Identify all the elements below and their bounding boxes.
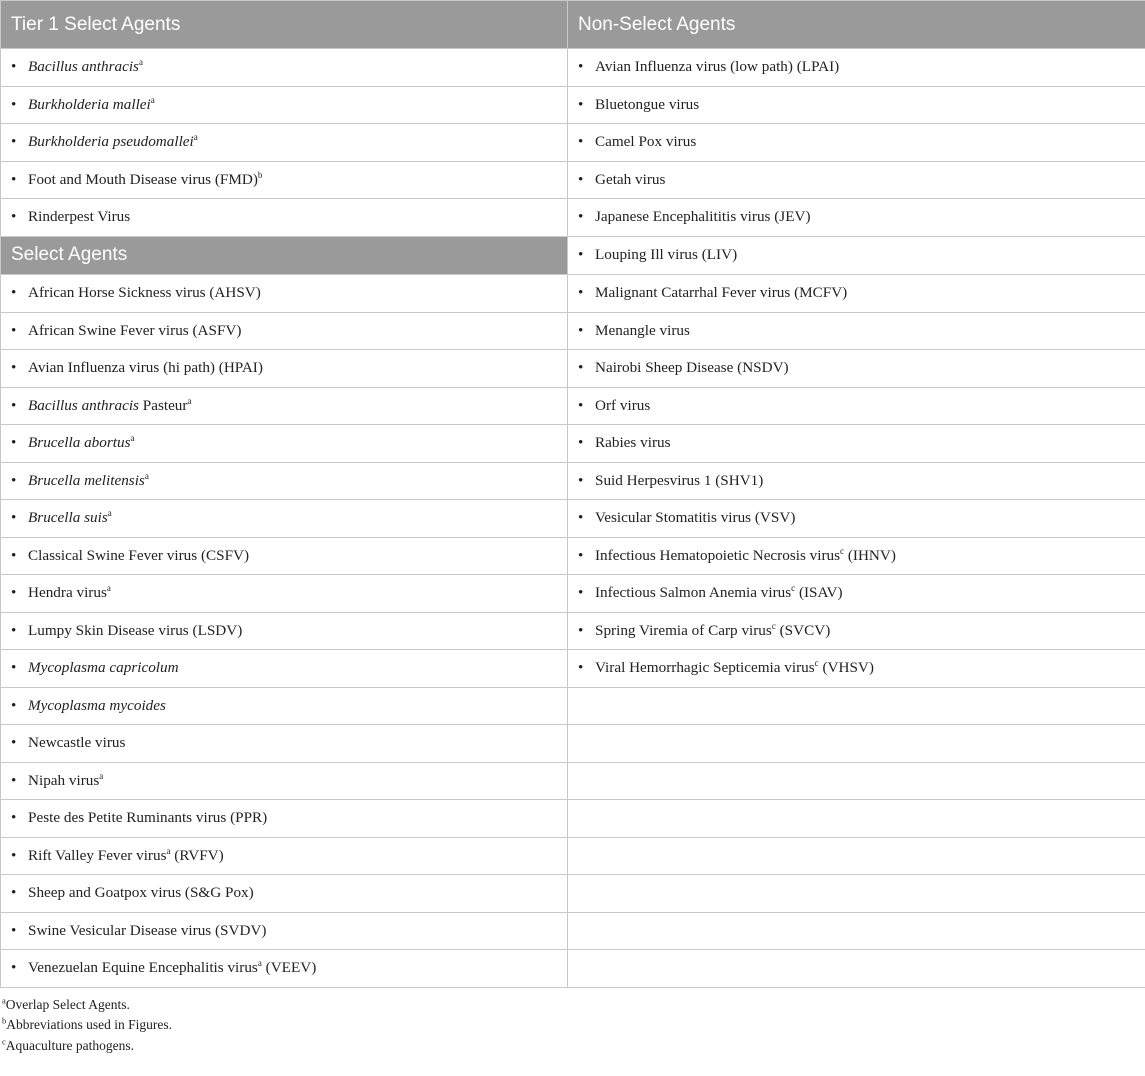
table-cell-right bbox=[568, 462, 1145, 500]
agent-name: Infectious Hematopoietic Necrosis virus bbox=[595, 546, 841, 564]
table-cell-left bbox=[1, 161, 568, 199]
table-row bbox=[1, 725, 1145, 763]
table-row bbox=[1, 387, 1145, 425]
bullet-icon: • bbox=[11, 546, 17, 564]
bullet-icon: • bbox=[11, 208, 17, 226]
agent-abbreviation: (VEEV) bbox=[261, 959, 317, 977]
footnote-marker: a bbox=[144, 470, 149, 481]
footnote-marker: b bbox=[257, 169, 263, 180]
table-cell-left bbox=[1, 725, 568, 763]
table-cell-right bbox=[568, 425, 1145, 463]
agent-abbreviation: (VHSV) bbox=[818, 659, 874, 677]
table-row bbox=[1, 650, 1145, 688]
agent-name-rest: Pasteur bbox=[138, 396, 188, 414]
footnote-mark: c bbox=[2, 1036, 6, 1046]
bullet-icon: • bbox=[578, 359, 584, 377]
footnote-marker: a bbox=[99, 770, 104, 781]
bullet-icon: • bbox=[11, 359, 17, 377]
table-cell-left bbox=[1, 575, 568, 613]
agent-name: Brucella suis bbox=[28, 509, 108, 527]
table-row bbox=[1, 462, 1145, 500]
footnote bbox=[2, 1015, 1145, 1036]
bullet-icon: • bbox=[578, 434, 584, 452]
footnote-marker: a bbox=[193, 132, 198, 143]
agent-name: Burkholderia mallei bbox=[28, 95, 151, 113]
footnote-text: Abbreviations used in Figures. bbox=[6, 1017, 172, 1032]
table-row bbox=[1, 612, 1145, 650]
bullet-icon: • bbox=[578, 396, 584, 414]
footnote-marker: a bbox=[106, 583, 111, 594]
header-select: Select Agents bbox=[1, 236, 568, 275]
table-cell-right bbox=[568, 199, 1145, 237]
table-row bbox=[1, 912, 1145, 950]
bullet-icon: • bbox=[11, 621, 17, 639]
agent-name: Bluetongue virus bbox=[595, 95, 700, 113]
table-row bbox=[1, 350, 1145, 388]
agent-name: Orf virus bbox=[595, 396, 651, 414]
table-row bbox=[1, 49, 1145, 87]
table-row bbox=[1, 575, 1145, 613]
table-cell-left bbox=[1, 199, 568, 237]
table-cell-right bbox=[568, 912, 1145, 950]
footnotes bbox=[0, 988, 1145, 1057]
table-cell-left bbox=[1, 950, 568, 988]
agents-table-body bbox=[1, 1, 1145, 988]
bullet-icon: • bbox=[578, 133, 584, 151]
bullet-icon: • bbox=[578, 621, 584, 639]
agent-name: Peste des Petite Ruminants virus (PPR) bbox=[28, 809, 268, 827]
agent-name: Newcastle virus bbox=[28, 734, 126, 752]
agent-abbreviation: (ISAV) bbox=[795, 584, 843, 602]
agent-name: Camel Pox virus bbox=[595, 133, 697, 151]
agent-name: Brucella melitensis bbox=[28, 471, 145, 489]
table-row bbox=[1, 687, 1145, 725]
table-row bbox=[1, 199, 1145, 237]
table-cell-right bbox=[568, 387, 1145, 425]
bullet-icon: • bbox=[11, 771, 17, 789]
bullet-icon: • bbox=[11, 95, 17, 113]
table-cell-left bbox=[1, 687, 568, 725]
bullet-icon: • bbox=[11, 284, 17, 302]
table-cell-right bbox=[568, 612, 1145, 650]
table-cell-left bbox=[1, 350, 568, 388]
agent-name: Rift Valley Fever virus bbox=[28, 846, 167, 864]
bullet-icon: • bbox=[11, 846, 17, 864]
footnote-marker: a bbox=[257, 958, 262, 969]
bullet-icon: • bbox=[11, 659, 17, 677]
agent-name: Rabies virus bbox=[595, 434, 671, 452]
table-cell-left bbox=[1, 425, 568, 463]
table-cell-right bbox=[568, 650, 1145, 688]
bullet-icon: • bbox=[578, 95, 584, 113]
bullet-icon: • bbox=[11, 584, 17, 602]
footnote-marker: a bbox=[150, 94, 155, 105]
header-tier1: Tier 1 Select Agents bbox=[1, 1, 568, 49]
agent-name: Getah virus bbox=[595, 170, 666, 188]
agent-name: Avian Influenza virus (low path) (LPAI) bbox=[595, 58, 840, 76]
bullet-icon: • bbox=[11, 809, 17, 827]
table-row bbox=[1, 762, 1145, 800]
table-cell-right bbox=[568, 236, 1145, 275]
table-cell-right bbox=[568, 800, 1145, 838]
table-cell-left bbox=[1, 875, 568, 913]
footnote-marker: a bbox=[130, 433, 135, 444]
footnote-marker: c bbox=[814, 658, 819, 669]
table-cell-right bbox=[568, 725, 1145, 763]
agent-name: Burkholderia pseudomallei bbox=[28, 133, 194, 151]
bullet-icon: • bbox=[578, 170, 584, 188]
agent-name: African Horse Sickness virus (AHSV) bbox=[28, 284, 261, 302]
table-cell-left bbox=[1, 86, 568, 124]
table-cell-right bbox=[568, 49, 1145, 87]
table-cell-right bbox=[568, 950, 1145, 988]
agent-name: Swine Vesicular Disease virus (SVDV) bbox=[28, 921, 267, 939]
agent-name: Hendra virus bbox=[28, 584, 107, 602]
table-cell-right bbox=[568, 575, 1145, 613]
table-cell-left bbox=[1, 275, 568, 313]
footnote bbox=[2, 1036, 1145, 1057]
footnote-mark: a bbox=[2, 995, 6, 1005]
table-cell-left bbox=[1, 462, 568, 500]
table-cell-right bbox=[568, 500, 1145, 538]
table-cell-right bbox=[568, 124, 1145, 162]
table-row bbox=[1, 312, 1145, 350]
table-cell-right bbox=[568, 275, 1145, 313]
table-header-row bbox=[1, 1, 1145, 49]
bullet-icon: • bbox=[11, 471, 17, 489]
agent-name: Infectious Salmon Anemia virus bbox=[595, 584, 792, 602]
table-cell-left bbox=[1, 912, 568, 950]
agent-name: Mycoplasma mycoides bbox=[28, 696, 166, 714]
table-cell-right bbox=[568, 875, 1145, 913]
table-row bbox=[1, 425, 1145, 463]
footnote-marker: a bbox=[166, 845, 171, 856]
table-cell-right bbox=[568, 161, 1145, 199]
bullet-icon: • bbox=[11, 734, 17, 752]
bullet-icon: • bbox=[11, 170, 17, 188]
table-cell-left bbox=[1, 837, 568, 875]
bullet-icon: • bbox=[11, 133, 17, 151]
agent-name: Malignant Catarrhal Fever virus (MCFV) bbox=[595, 284, 848, 302]
agent-name: Foot and Mouth Disease virus (FMD) bbox=[28, 170, 258, 188]
table-row bbox=[1, 236, 1145, 275]
table-row bbox=[1, 537, 1145, 575]
agent-name: Vesicular Stomatitis virus (VSV) bbox=[595, 509, 796, 527]
table-cell-right bbox=[568, 762, 1145, 800]
bullet-icon: • bbox=[578, 246, 584, 264]
table-cell-left bbox=[1, 124, 568, 162]
footnote-marker: c bbox=[771, 620, 776, 631]
table-cell-right bbox=[568, 537, 1145, 575]
table-row bbox=[1, 837, 1145, 875]
bullet-icon: • bbox=[11, 509, 17, 527]
bullet-icon: • bbox=[11, 434, 17, 452]
bullet-icon: • bbox=[11, 959, 17, 977]
bullet-icon: • bbox=[578, 208, 584, 226]
table-cell-left bbox=[1, 800, 568, 838]
footnote-marker: a bbox=[107, 508, 112, 519]
footnote-marker: a bbox=[138, 57, 143, 68]
bullet-icon: • bbox=[578, 509, 584, 527]
agent-name: Bacillus anthracis bbox=[28, 58, 139, 76]
table-row bbox=[1, 875, 1145, 913]
agent-name: Brucella abortus bbox=[28, 434, 131, 452]
table-cell-right bbox=[568, 86, 1145, 124]
table-cell-left bbox=[1, 387, 568, 425]
bullet-icon: • bbox=[11, 921, 17, 939]
bullet-icon: • bbox=[578, 471, 584, 489]
table-cell-left bbox=[1, 537, 568, 575]
agent-name: Lumpy Skin Disease virus (LSDV) bbox=[28, 621, 243, 639]
table-row bbox=[1, 86, 1145, 124]
agent-name: Rinderpest Virus bbox=[28, 208, 131, 226]
footnote-mark: b bbox=[2, 1015, 7, 1026]
footnote-marker: c bbox=[791, 583, 796, 594]
table-cell-right bbox=[568, 687, 1145, 725]
table-cell-right bbox=[568, 837, 1145, 875]
footnote-text: Overlap Select Agents. bbox=[5, 996, 130, 1012]
bullet-icon: • bbox=[578, 659, 584, 677]
bullet-icon: • bbox=[11, 321, 17, 339]
bullet-icon: • bbox=[578, 584, 584, 602]
footnote-marker: c bbox=[840, 545, 845, 556]
table-row bbox=[1, 950, 1145, 988]
agent-name: Bacillus anthracis bbox=[28, 396, 139, 414]
agent-name: Spring Viremia of Carp virus bbox=[595, 621, 772, 639]
bullet-icon: • bbox=[11, 58, 17, 76]
agent-abbreviation: (RVFV) bbox=[170, 846, 224, 864]
table-cell-left bbox=[1, 762, 568, 800]
table-cell-left bbox=[1, 500, 568, 538]
bullet-icon: • bbox=[11, 884, 17, 902]
footnote bbox=[2, 995, 1145, 1016]
agent-name: Nipah virus bbox=[28, 771, 100, 789]
bullet-icon: • bbox=[578, 321, 584, 339]
agent-name: Sheep and Goatpox virus (S&G Pox) bbox=[28, 884, 254, 902]
agent-name: Avian Influenza virus (hi path) (HPAI) bbox=[28, 359, 263, 377]
footnote-marker: a bbox=[187, 395, 192, 406]
table-cell-left bbox=[1, 612, 568, 650]
footnote-text: Aquaculture pathogens. bbox=[5, 1037, 134, 1053]
agent-abbreviation: (IHNV) bbox=[844, 546, 896, 564]
table-row bbox=[1, 500, 1145, 538]
table-cell-left bbox=[1, 49, 568, 87]
agent-name: Japanese Encephalititis virus (JEV) bbox=[595, 208, 811, 226]
agent-name: Mycoplasma capricolum bbox=[28, 659, 179, 677]
agent-name: Suid Herpesvirus 1 (SHV1) bbox=[595, 471, 764, 489]
header-non-select: Non-Select Agents bbox=[568, 1, 1145, 49]
table-row bbox=[1, 275, 1145, 313]
agent-abbreviation: (SVCV) bbox=[775, 621, 831, 639]
bullet-icon: • bbox=[578, 58, 584, 76]
table-cell-left bbox=[1, 312, 568, 350]
table-row bbox=[1, 800, 1145, 838]
bullet-icon: • bbox=[578, 546, 584, 564]
agent-name: African Swine Fever virus (ASFV) bbox=[28, 321, 242, 339]
table-row bbox=[1, 161, 1145, 199]
table-cell-right bbox=[568, 350, 1145, 388]
agent-name: Viral Hemorrhagic Septicemia virus bbox=[595, 659, 815, 677]
bullet-icon: • bbox=[578, 284, 584, 302]
table-cell-left bbox=[1, 650, 568, 688]
agent-name: Nairobi Sheep Disease (NSDV) bbox=[595, 359, 789, 377]
bullet-icon: • bbox=[11, 396, 17, 414]
table-row bbox=[1, 124, 1145, 162]
agent-name: Classical Swine Fever virus (CSFV) bbox=[28, 546, 250, 564]
bullet-icon: • bbox=[11, 696, 17, 714]
agent-name: Venezuelan Equine Encephalitis virus bbox=[28, 959, 258, 977]
table-cell-right bbox=[568, 312, 1145, 350]
agent-name: Menangle virus bbox=[595, 321, 690, 339]
agent-name: Louping Ill virus (LIV) bbox=[595, 246, 738, 264]
